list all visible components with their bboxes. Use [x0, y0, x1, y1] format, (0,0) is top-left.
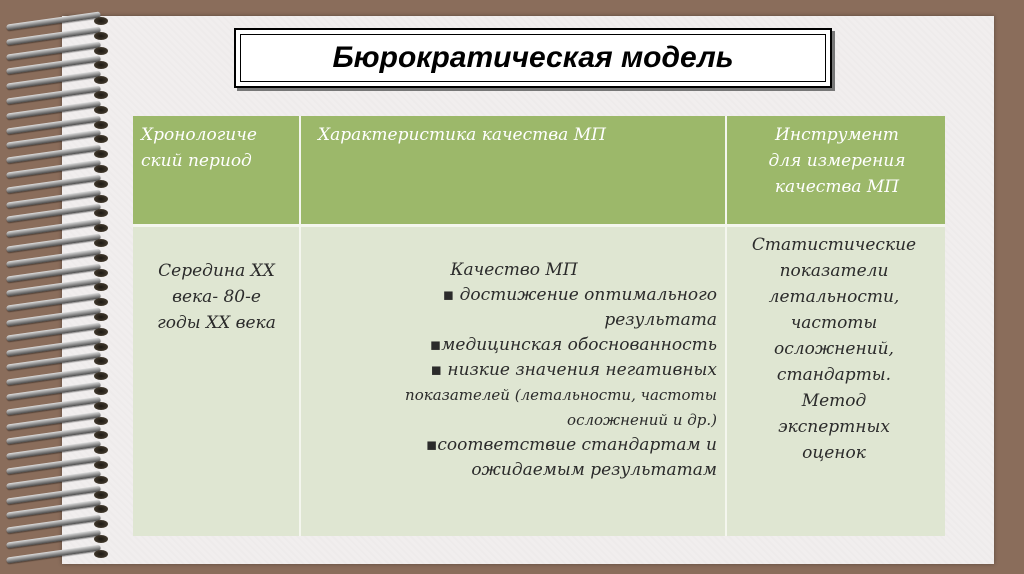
spiral-coil: [6, 295, 116, 309]
coil-hole: [94, 165, 108, 173]
header-line: ский период: [141, 151, 252, 171]
spiral-coil: [6, 29, 116, 43]
cell-instrument: [729, 232, 939, 466]
spiral-coil: [6, 547, 116, 561]
coil-hole: [94, 298, 108, 306]
bullet-line: ▪ низкие значения негативных: [430, 360, 717, 380]
coil-hole: [94, 402, 108, 410]
coil-hole: [94, 283, 108, 291]
cell-quality: [311, 258, 717, 483]
cell-line: экспертных: [778, 417, 890, 437]
coil-hole: [94, 357, 108, 365]
cell-line: осложнений,: [774, 339, 894, 359]
spiral-coil: [6, 221, 116, 235]
coil-hole: [94, 535, 108, 543]
coil-hole: [94, 491, 108, 499]
spiral-coil: [6, 428, 116, 442]
header-line: для измерения: [768, 151, 906, 171]
cell-line: летальности,: [768, 287, 900, 307]
cell-line: Метод: [801, 391, 867, 411]
coil-hole: [94, 150, 108, 158]
cell-period: [133, 258, 300, 336]
spiral-coil: [6, 354, 116, 368]
cell-line: показатели: [779, 261, 889, 281]
bullet-line: ожидаемым результатам: [471, 460, 717, 480]
spiral-coil: [6, 310, 116, 324]
header-line: Характеристика качества МП: [318, 125, 606, 145]
header-period: [141, 122, 301, 174]
comparison-table: [133, 116, 945, 536]
spiral-binding: [6, 14, 116, 570]
coil-hole: [94, 520, 108, 528]
spiral-coil: [6, 399, 116, 413]
coil-hole: [94, 269, 108, 277]
coil-hole: [94, 209, 108, 217]
coil-hole: [94, 47, 108, 55]
coil-wire: [6, 544, 101, 563]
header-quality: [318, 122, 718, 148]
coil-hole: [94, 135, 108, 143]
coil-hole: [94, 446, 108, 454]
coil-hole: [94, 32, 108, 40]
spiral-coil: [6, 177, 116, 191]
cell-line: Середина ХХ: [158, 261, 275, 281]
coil-hole: [94, 313, 108, 321]
header-line: Инструмент: [775, 125, 899, 145]
bullet-line: показателей (летальности, частоты: [405, 386, 717, 404]
coil-hole: [94, 461, 108, 469]
bullet-line: ▪ достижение оптимального: [442, 285, 717, 305]
spiral-coil: [6, 88, 116, 102]
coil-hole: [94, 121, 108, 129]
coil-hole: [94, 476, 108, 484]
spiral-coil: [6, 532, 116, 546]
header-line: Хронологиче: [141, 125, 257, 145]
coil-hole: [94, 387, 108, 395]
coil-hole: [94, 431, 108, 439]
coil-hole: [94, 195, 108, 203]
coil-hole: [94, 180, 108, 188]
slide-title: Бюрократическая модель: [332, 41, 734, 74]
cell-line: стандарты.: [776, 365, 892, 385]
header-line: качества МП: [774, 177, 900, 197]
spiral-coil: [6, 458, 116, 472]
coil-hole: [94, 372, 108, 380]
coil-hole: [94, 343, 108, 351]
spiral-coil: [6, 14, 116, 28]
coil-hole: [94, 106, 108, 114]
cell-line: частоты: [790, 313, 878, 333]
spiral-coil: [6, 473, 116, 487]
spiral-coil: [6, 280, 116, 294]
coil-hole: [94, 239, 108, 247]
coil-hole: [94, 550, 108, 558]
header-instrument: [737, 122, 937, 200]
coil-hole: [94, 224, 108, 232]
coil-hole: [94, 417, 108, 425]
coil-hole: [94, 61, 108, 69]
coil-hole: [94, 76, 108, 84]
column-divider: [725, 116, 727, 536]
spiral-coil: [6, 517, 116, 531]
bullet-line: ▪медицинская обоснованность: [429, 335, 717, 355]
spiral-coil: [6, 236, 116, 250]
spiral-coil: [6, 58, 116, 72]
spiral-coil: [6, 502, 116, 516]
spiral-coil: [6, 206, 116, 220]
spiral-coil: [6, 73, 116, 87]
coil-hole: [94, 91, 108, 99]
spiral-coil: [6, 147, 116, 161]
title-frame: [234, 28, 832, 88]
cell-line: Статистические: [751, 235, 917, 255]
spiral-coil: [6, 251, 116, 265]
spiral-coil: [6, 384, 116, 398]
cell-line: века- 80-е: [172, 287, 261, 307]
row-divider: [133, 224, 945, 227]
bullet-line: осложнений и др.): [567, 411, 717, 429]
bullet-line: результата: [604, 310, 717, 330]
spiral-coil: [6, 325, 116, 339]
coil-hole: [94, 328, 108, 336]
bullet-line: ▪соответствие стандартам и: [425, 435, 717, 455]
coil-hole: [94, 254, 108, 262]
spiral-coil: [6, 443, 116, 457]
spiral-coil: [6, 103, 116, 117]
cell-line: оценок: [802, 443, 866, 463]
coil-hole: [94, 17, 108, 25]
spiral-coil: [6, 162, 116, 176]
cell-lead: Качество МП: [450, 260, 578, 280]
coil-hole: [94, 505, 108, 513]
spiral-coil: [6, 369, 116, 383]
spiral-coil: [6, 132, 116, 146]
cell-line: годы ХХ века: [157, 313, 276, 333]
